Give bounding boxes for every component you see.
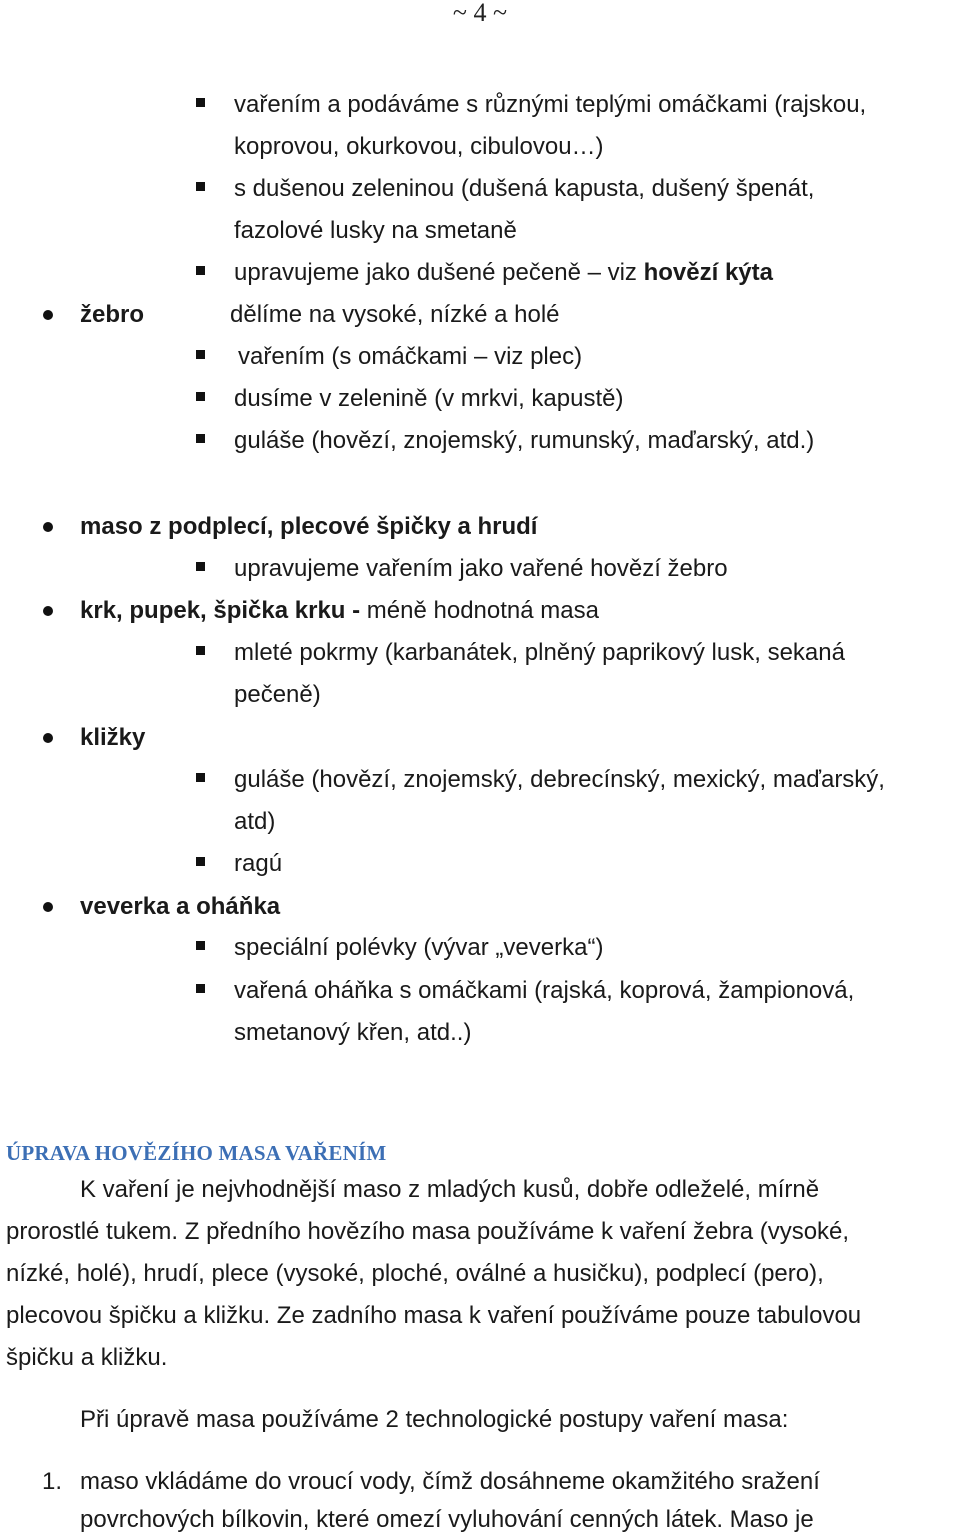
cut-title-zebro: žebro — [80, 301, 145, 328]
list-item-continuation: smetanový křen, atd..) — [234, 1019, 472, 1046]
square-bullet-icon — [196, 941, 205, 950]
square-bullet-icon — [196, 392, 205, 401]
list-item: vařením (s omáčkami – viz plec) — [238, 343, 583, 370]
numbered-item-text: maso vkládáme do vroucí vody, čímž dosáhneme okamžitého sražení — [80, 1468, 820, 1495]
cut-title-veverka: veverka a oháňka — [80, 893, 281, 920]
square-bullet-icon — [196, 266, 205, 275]
list-item-bold-reference: hovězí kýta — [643, 259, 773, 286]
round-bullet-icon — [43, 310, 53, 320]
paragraph-line: Při úpravě masa používáme 2 technologické postupy vaření masa: — [80, 1406, 789, 1433]
list-item: guláše (hovězí, znojemský, debrecínský, mexický, maďarský, — [234, 766, 885, 793]
list-item: s dušenou zeleninou (dušená kapusta, dušený špenát, — [234, 175, 815, 202]
cut-title-klizky: kližky — [80, 724, 146, 751]
list-item-continuation: fazolové lusky na smetaně — [234, 217, 517, 244]
cut-title-podpleci: maso z podplecí, plecové špičky a hrudí — [80, 513, 538, 540]
round-bullet-icon — [43, 733, 53, 743]
list-item: guláše (hovězí, znojemský, rumunský, maďarský, atd.) — [234, 427, 815, 454]
list-item: vařením a podáváme s různými teplými omáčkami (rajskou, — [234, 91, 867, 118]
list-item: speciální polévky (vývar „veverka“) — [234, 934, 604, 961]
section-heading: ÚPRAVA HOVĚZÍHO MASA VAŘENÍM — [6, 1141, 387, 1165]
list-item-text: upravujeme jako dušené pečeně – viz — [234, 259, 644, 286]
square-bullet-icon — [196, 646, 205, 655]
numbered-item-number: 1. — [42, 1468, 63, 1495]
square-bullet-icon — [196, 984, 205, 993]
cut-title-krk-bold: krk, pupek, špička krku - — [80, 597, 361, 624]
paragraph-line: špičku a kližku. — [6, 1344, 168, 1371]
square-bullet-icon — [196, 562, 205, 571]
page-number: ~ 4 ~ — [452, 0, 508, 27]
paragraph-line: plecovou špičku a kližku. Ze zadního masa k vaření používáme pouze tabulovou — [6, 1302, 862, 1329]
list-item: upravujeme vařením jako vařené hovězí žebro — [234, 555, 728, 582]
square-bullet-icon — [196, 98, 205, 107]
list-item: dusíme v zelenině (v mrkvi, kapustě) — [234, 385, 624, 412]
square-bullet-icon — [196, 350, 205, 359]
list-item: mleté pokrmy (karbanátek, plněný paprikový lusk, sekaná — [234, 639, 845, 666]
square-bullet-icon — [196, 857, 205, 866]
paragraph-line: nízké, holé), hrudí, plece (vysoké, ploché, oválné a husičku), podplecí (pero), — [6, 1260, 824, 1287]
round-bullet-icon — [43, 522, 53, 532]
paragraph-line: prorostlé tukem. Z předního hovězího masa používáme k vaření žebra (vysoké, — [6, 1218, 850, 1245]
paragraph-line: K vaření je nejvhodnější maso z mladých kusů, dobře odleželé, mírně — [80, 1176, 820, 1203]
round-bullet-icon — [43, 902, 53, 912]
square-bullet-icon — [196, 182, 205, 191]
cut-title-krk — [80, 596, 599, 626]
cut-description: méně hodnotná masa — [360, 597, 599, 624]
list-item-continuation: atd) — [234, 808, 276, 835]
square-bullet-icon — [196, 773, 205, 782]
square-bullet-icon — [196, 434, 205, 443]
numbered-item-continuation: povrchových bílkovin, které omezí vyluhování cenných látek. Maso je — [80, 1506, 814, 1533]
round-bullet-icon — [43, 606, 53, 616]
list-item — [234, 258, 773, 288]
list-item: vařená oháňka s omáčkami (rajská, koprová, žampionová, — [234, 977, 855, 1004]
list-item-continuation: koprovou, okurkovou, cibulovou…) — [234, 133, 604, 160]
list-item: ragú — [234, 850, 283, 877]
list-item-continuation: pečeně) — [234, 681, 321, 708]
cut-description: dělíme na vysoké, nízké a holé — [230, 301, 560, 328]
